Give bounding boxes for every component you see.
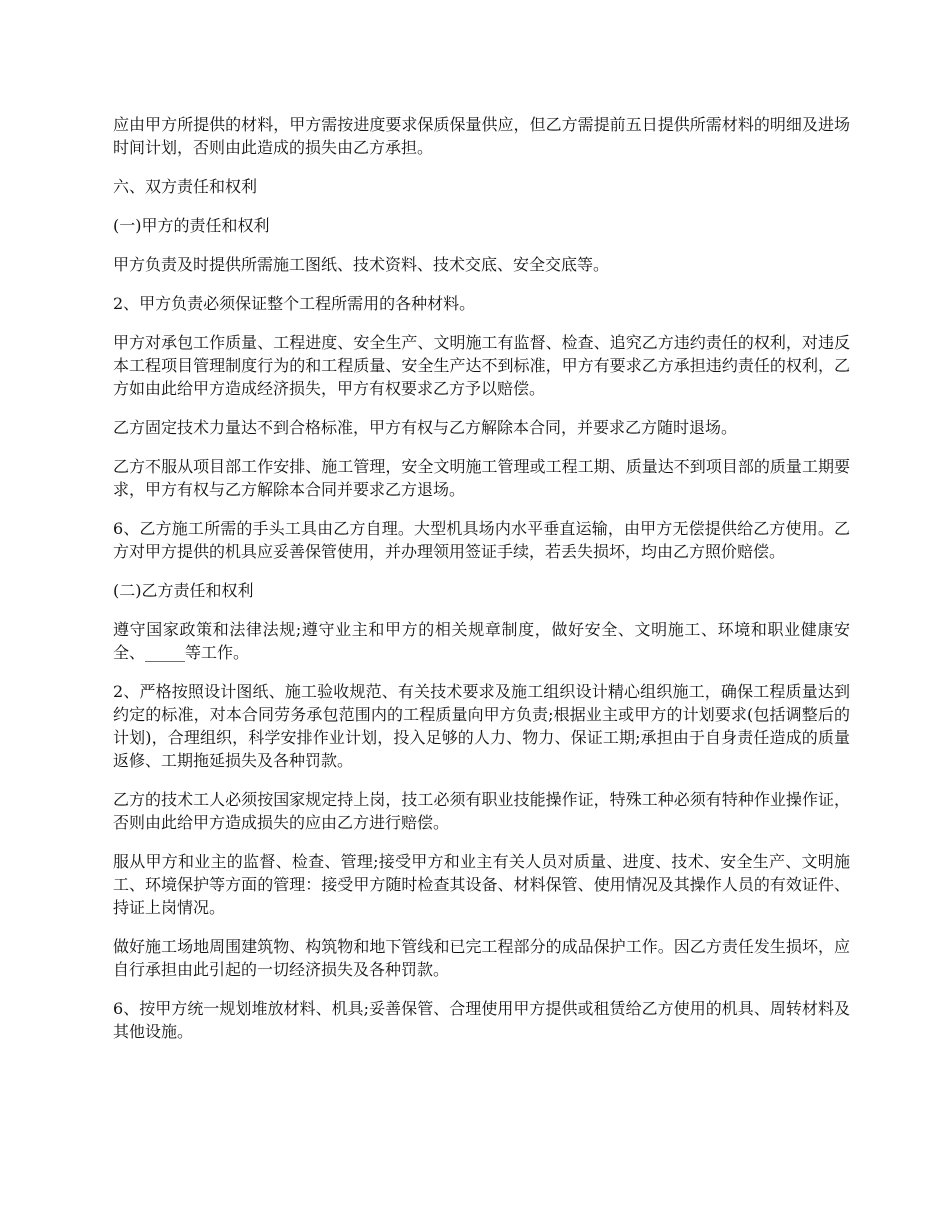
paragraph-certified-workers: 乙方的技术工人必须按国家规定持上岗，技工必须有职业技能操作证，特殊工种必须有特种作业操作证，否则由此给甲方造成损失的应由乙方进行赔偿。 bbox=[113, 790, 850, 832]
paragraph-management-compliance: 乙方不服从项目部工作安排、施工管理，安全文明施工管理或工程工期、质量达不到项目部的质量工期要求，甲方有权与乙方解除本合同并要求乙方退场。 bbox=[113, 457, 850, 499]
paragraph-supervision-acceptance: 服从甲方和业主的监督、检查、管理;接受甲方和业主有关人员对质量、进度、技术、安全生产、文明施工、环境保护等方面的管理：接受甲方随时检查其设备、材料保管、使用情况及其操作人员的有效证件、持证上岗情况。 bbox=[113, 852, 850, 917]
subsection-heading-party-a: (一)甲方的责任和权利 bbox=[113, 216, 270, 235]
paragraph-storage-equipment: 6、按甲方统一规划堆放材料、机具;妥善保管、合理使用甲方提供或租赁给乙方使用的机具、周转材料及其他设施。 bbox=[113, 999, 850, 1041]
paragraph-construction-quality: 2、严格按照设计图纸、施工验收规范、有关技术要求及施工组织设计精心组织施工，确保工程质量达到约定的标准，对本合同劳务承包范围内的工程质量向甲方负责;根据业主或甲方的计划要求(包括调整后的计划)，合理组织，科学安排作业计划，投入足够的人力、物力、保证工期;承担由于自身责任造成的质量返修、工期拖延损失及各种罚款。 bbox=[113, 682, 850, 770]
document-page bbox=[113, 113, 850, 1059]
paragraph-technical-staff: 乙方固定技术力量达不到合格标准，甲方有权与乙方解除本合同，并要求乙方随时退场。 bbox=[113, 418, 738, 437]
section-heading-responsibilities: 六、双方责任和权利 bbox=[113, 177, 258, 196]
subsection-heading-party-b: (二)乙方责任和权利 bbox=[113, 581, 254, 600]
paragraph-party-a-supervision: 甲方对承包工作质量、工程进度、安全生产、文明施工有监督、检查、追究乙方违约责任的权利，对违反本工程项目管理制度行为的和工程质量、安全生产达不到标准，甲方有要求乙方承担违约责任的权利，乙方如由此给甲方造成经济损失，甲方有权要求乙方予以赔偿。 bbox=[113, 333, 850, 398]
paragraph-materials-supply: 应由甲方所提供的材料，甲方需按进度要求保质保量供应，但乙方需提前五日提供所需材料的明细及进场时间计划，否则由此造成的损失由乙方承担。 bbox=[113, 115, 850, 157]
paragraph-site-protection: 做好施工场地周围建筑物、构筑物和地下管线和已完工程部分的成品保护工作。因乙方责任发生损坏，应自行承担由此引起的一切经济损失及各种罚款。 bbox=[113, 937, 850, 979]
paragraph-party-a-materials: 2、甲方负责必须保证整个工程所需用的各种材料。 bbox=[113, 294, 476, 313]
paragraph-laws-compliance: 遵守国家政策和法律法规;遵守业主和甲方的相关规章制度，做好安全、文明施工、环境和职业健康安全、_____等工作。 bbox=[113, 620, 850, 662]
paragraph-party-a-drawings: 甲方负责及时提供所需施工图纸、技术资料、技术交底、安全交底等。 bbox=[113, 255, 610, 274]
paragraph-tools: 6、乙方施工所需的手头工具由乙方自理。大型机具场内水平垂直运输，由甲方无偿提供给乙方使用。乙方对甲方提供的机具应妥善保管使用，并办理领用签证手续，若丢失损坏，均由乙方照价赔偿。 bbox=[113, 519, 850, 561]
